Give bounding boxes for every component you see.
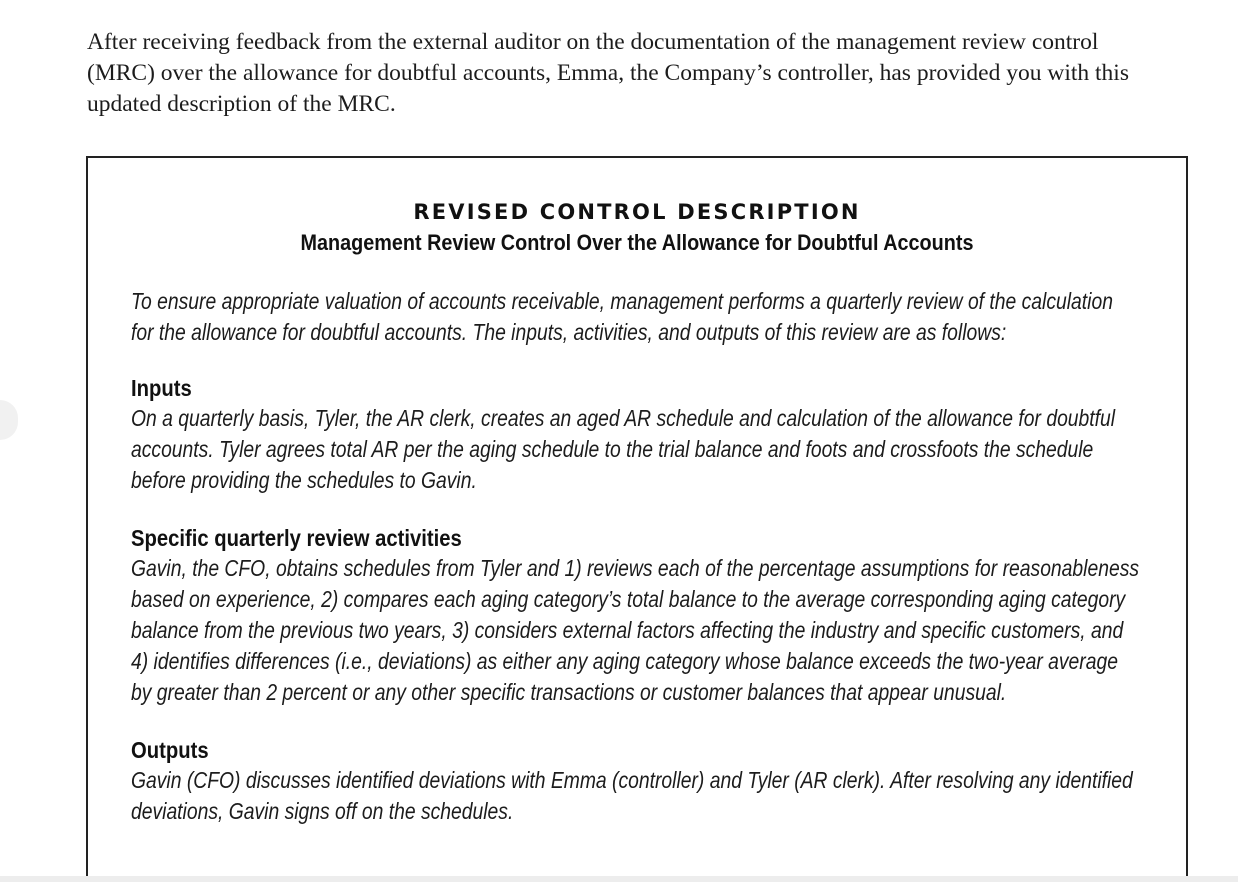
text-line: for the allowance for doubtful accounts. The inputs, activities, and outputs of this review are as follows: (131, 319, 1007, 345)
box-subheading: Management Review Control Over the Allowance for Doubtful Accounts (300, 230, 974, 255)
activities-text (131, 553, 1139, 708)
text-line: On a quarterly basis, Tyler, the AR clerk, creates an aged AR schedule and calculation of the allowance for doubtful (131, 405, 1116, 431)
intro-line: updated description of the MRC. (87, 91, 396, 117)
outputs-text (131, 765, 1139, 827)
intro-paragraph (87, 27, 1197, 120)
activities-title: Specific quarterly review activities (131, 525, 462, 551)
horizontal-scrollbar[interactable] (0, 876, 1238, 882)
inputs-section (131, 373, 1171, 496)
text-line: Gavin, the CFO, obtains schedules from Tyler and 1) reviews each of the percentage assumptions for reasonableness (131, 555, 1140, 581)
text-line: based on experience, 2) compares each aging category’s total balance to the average corresponding aging category (131, 586, 1126, 612)
inputs-title: Inputs (131, 375, 192, 401)
chevron-left-icon (0, 409, 1, 430)
box-heading: REVISED CONTROL DESCRIPTION (413, 200, 861, 224)
previous-page-button[interactable] (0, 400, 18, 440)
control-description-box (86, 156, 1188, 882)
text-line: Gavin (CFO) discusses identified deviations with Emma (controller) and Tyler (AR clerk). After resolving any identified (131, 767, 1133, 793)
activities-section (131, 523, 1171, 708)
intro-line: After receiving feedback from the external auditor on the documentation of the management review control (87, 29, 1099, 55)
outputs-title: Outputs (131, 737, 209, 763)
overview-section (131, 286, 1171, 348)
text-line: accounts. Tyler agrees total AR per the aging schedule to the trial balance and foots and crossfoots the schedule (131, 436, 1094, 462)
text-line: deviations, Gavin signs off on the schedules. (131, 798, 514, 824)
text-line: To ensure appropriate valuation of accounts receivable, management performs a quarterly review of the calculation (131, 288, 1113, 314)
text-line: balance from the previous two years, 3) considers external factors affecting the industry and specific customers, and (131, 617, 1124, 643)
intro-line: (MRC) over the allowance for doubtful accounts, Emma, the Company’s controller, has provided you with this (87, 60, 1129, 86)
text-line: before providing the schedules to Gavin. (131, 467, 477, 493)
overview-text (131, 286, 1139, 348)
text-line: 4) identifies differences (i.e., deviations) as either any aging category whose balance exceeds the two-year average (131, 648, 1118, 674)
inputs-text (131, 403, 1139, 496)
outputs-section (131, 735, 1171, 827)
text-line: by greater than 2 percent or any other specific transactions or customer balances that appear unusual. (131, 679, 1007, 705)
